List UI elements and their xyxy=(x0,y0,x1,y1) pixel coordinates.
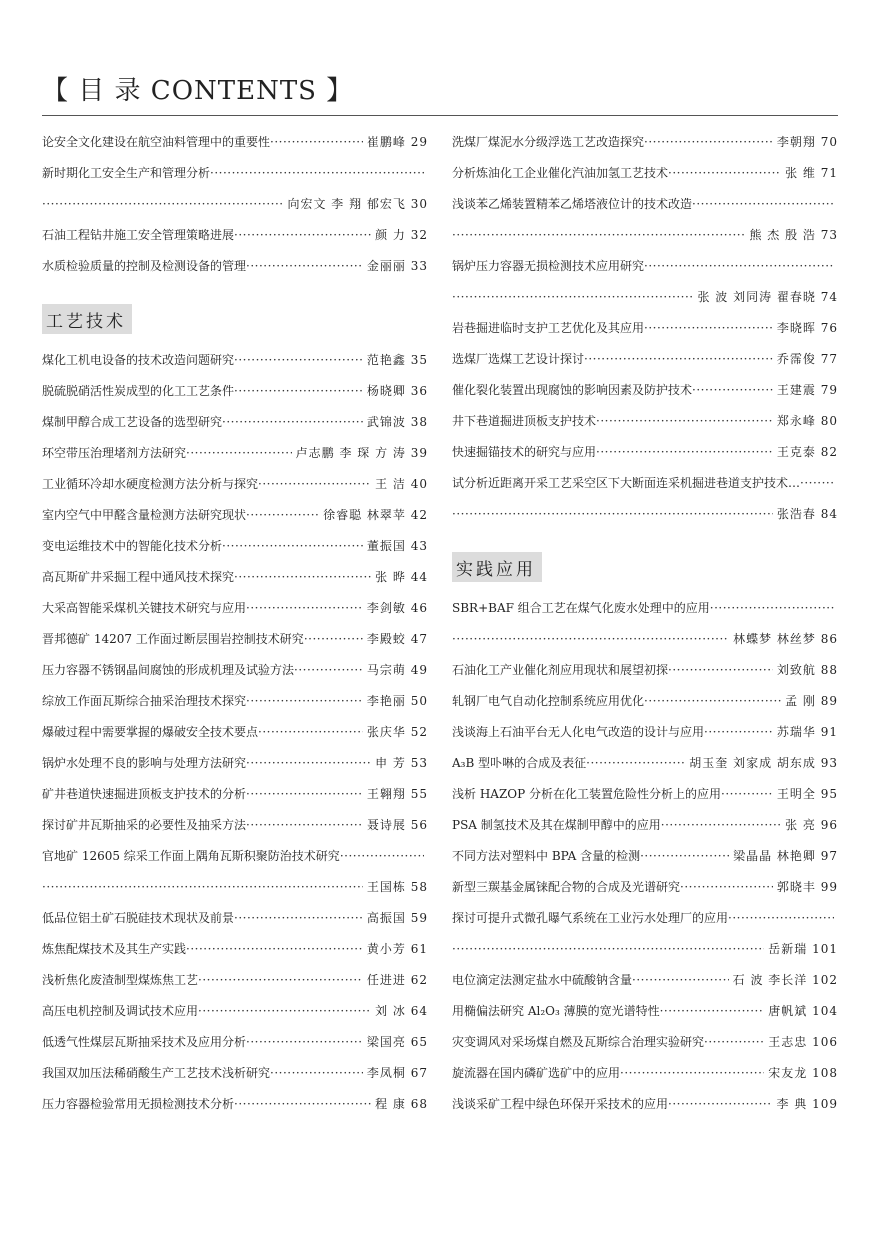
toc-entry-title: 煤化工机电设备的技术改造问题研究 xyxy=(42,353,235,367)
toc-entry-author-page: 武锦波 38 xyxy=(366,415,428,429)
toc-entry-author-page: 李殿蛟 47 xyxy=(366,632,428,646)
header-divider xyxy=(42,115,838,116)
toc-entry[interactable] xyxy=(452,810,838,841)
toc-entry-title: 大采高智能采煤机关键技术研究与应用 xyxy=(42,601,247,615)
toc-entry-title: 新时期化工安全生产和管理分析 xyxy=(42,166,211,180)
toc-entry-author-page: 卢志鹏 李 琛 方 涛 39 xyxy=(295,446,428,460)
toc-entry-title: 变电运维技术中的智能化技术分析 xyxy=(42,539,223,553)
toc-entry-author-page: 梁国亮 65 xyxy=(366,1035,428,1049)
toc-entry-author-page: 李朝翔 70 xyxy=(776,135,838,149)
toc-entry-author-page: 石 波 李长洋 102 xyxy=(732,973,838,987)
leader-dots xyxy=(234,1089,371,1120)
leader-dots xyxy=(246,251,363,282)
toc-entry-title: 分析炼油化工企业催化汽油加氢工艺技术 xyxy=(452,166,669,180)
leader-dots xyxy=(692,375,773,406)
toc-entry-author-page: 任进进 62 xyxy=(366,973,428,987)
toc-entry[interactable] xyxy=(452,717,838,748)
toc-entry-title: 石油化工产业催化剂应用现状和展望初探 xyxy=(452,663,669,677)
toc-entry[interactable] xyxy=(42,158,428,189)
leader-dots xyxy=(42,189,283,220)
toc-entry[interactable] xyxy=(42,593,428,624)
toc-entry-title: 旋流器在国内磷矿选矿中的应用 xyxy=(452,1066,621,1080)
leader-dots xyxy=(186,934,363,965)
toc-entry-title: 石油工程钻井施工安全管理策略进展 xyxy=(42,228,235,242)
leader-dots xyxy=(721,779,773,810)
leader-dots xyxy=(692,189,834,220)
toc-entry[interactable] xyxy=(42,686,428,717)
toc-entry-title: 锅炉压力容器无损检测技术应用研究 xyxy=(452,259,645,273)
leader-dots xyxy=(246,1027,363,1058)
toc-entry-title: 综放工作面瓦斯综合抽采治理技术探究 xyxy=(42,694,247,708)
toc-entry-author-page: 王建震 79 xyxy=(776,383,838,397)
toc-entry[interactable] xyxy=(42,717,428,748)
section-heading-wrap xyxy=(452,530,838,593)
toc-entry[interactable] xyxy=(42,872,428,903)
toc-entry[interactable] xyxy=(452,593,838,624)
toc-entry[interactable] xyxy=(452,934,838,965)
toc-entry-author-page: 金丽丽 33 xyxy=(366,259,428,273)
toc-entry-author-page: 黄小芳 61 xyxy=(366,942,428,956)
toc-entry[interactable] xyxy=(42,779,428,810)
toc-entry-title: 浅谈苯乙烯装置精苯乙烯塔液位计的技术改造 xyxy=(452,197,693,211)
toc-entry-author-page: 刘 冰 64 xyxy=(375,1004,428,1018)
toc-entry-author-page: 马宗萌 49 xyxy=(366,663,428,677)
leader-dots xyxy=(246,500,319,531)
leader-dots xyxy=(234,903,363,934)
toc-entry-author-page: 熊 杰 殷 浩 73 xyxy=(749,228,838,242)
toc-entry-title: 探讨可提升式微孔曝气系统在工业污水处理厂的应用 xyxy=(452,911,729,925)
toc-entry-author-page: 王 洁 40 xyxy=(375,477,428,491)
toc-entry[interactable] xyxy=(42,810,428,841)
toc-entry-title: 浅析 HAZOP 分析在化工装置危险性分析上的应用 xyxy=(452,787,722,801)
toc-entry[interactable] xyxy=(452,499,838,530)
toc-entry[interactable] xyxy=(42,1027,428,1058)
toc-entry-title: 浅谈海上石油平台无人化电气改造的设计与应用 xyxy=(452,725,705,739)
right-column xyxy=(452,127,838,1120)
leader-dots xyxy=(258,717,363,748)
toc-entry-title: A₃B 型卟啉的合成及表征 xyxy=(452,756,587,770)
toc-entry[interactable] xyxy=(42,655,428,686)
toc-entry-author-page: 李剑敏 46 xyxy=(366,601,428,615)
leader-dots xyxy=(258,469,371,500)
toc-entry-title: 井下巷道掘进顶板支护技术 xyxy=(452,414,597,428)
toc-entry[interactable] xyxy=(452,996,838,1027)
toc-entry-author-page: 胡玉奎 刘家成 胡东成 93 xyxy=(689,756,838,770)
leader-dots xyxy=(668,1089,772,1120)
leader-dots xyxy=(246,593,363,624)
toc-entry-author-page: 李艳丽 50 xyxy=(366,694,428,708)
toc-entry[interactable] xyxy=(42,251,428,282)
toc-entry-title: SBR+BAF 组合工艺在煤气化废水处理中的应用 xyxy=(452,601,710,615)
toc-entry[interactable] xyxy=(42,624,428,655)
leader-dots xyxy=(596,437,773,468)
toc-entry-title: 不同方法对塑料中 BPA 含量的检测 xyxy=(452,849,641,863)
leader-dots xyxy=(584,344,773,375)
toc-entry[interactable] xyxy=(452,313,838,344)
toc-entry-title: 水质检验质量的控制及检测设备的管理 xyxy=(42,259,247,273)
toc-entry-title: 脱硫脱硝活性炭成型的化工工艺条件 xyxy=(42,384,235,398)
toc-entry-title: 环空带压治理堵剂方法研究 xyxy=(42,446,187,460)
toc-entry-author-page: 聂诗展 56 xyxy=(366,818,428,832)
toc-entry[interactable] xyxy=(452,158,838,189)
toc-entry[interactable] xyxy=(42,1089,428,1120)
toc-entry[interactable] xyxy=(42,965,428,996)
toc-entry[interactable] xyxy=(452,406,838,437)
toc-entry[interactable] xyxy=(42,220,428,251)
toc-entry-title: PSA 制氢技术及其在煤制甲醇中的应用 xyxy=(452,818,661,832)
toc-entry[interactable] xyxy=(452,1089,838,1120)
toc-entry-title: 用椭偏法研究 Al₂O₃ 薄膜的宽光谱特性 xyxy=(452,1004,660,1018)
toc-entry[interactable] xyxy=(42,345,428,376)
leader-dots xyxy=(42,872,363,903)
toc-entry-author-page: 崔鹏峰 29 xyxy=(366,135,428,149)
leader-dots xyxy=(704,1027,764,1058)
leader-dots xyxy=(644,686,781,717)
toc-entry-title: 新型三羰基金属铼配合物的合成及光谱研究 xyxy=(452,880,681,894)
toc-entry[interactable] xyxy=(42,748,428,779)
toc-entry-author-page: 王翱翔 55 xyxy=(366,787,428,801)
toc-entry-title: 官地矿 12605 综采工作面上隅角瓦斯积聚防治技术研究 xyxy=(42,849,340,863)
toc-entry-author-page: 张浩春 84 xyxy=(776,507,838,521)
toc-entry[interactable] xyxy=(42,407,428,438)
leader-dots xyxy=(680,872,773,903)
toc-entry[interactable] xyxy=(452,344,838,375)
leader-dots xyxy=(660,996,765,1027)
toc-entry-author-page: 林蝶梦 林丝梦 86 xyxy=(733,632,838,646)
toc-entry-author-page: 乔霈俊 77 xyxy=(776,352,838,366)
leader-dots xyxy=(668,158,781,189)
toc-entry-author-page: 刘致航 88 xyxy=(776,663,838,677)
leader-dots xyxy=(198,996,371,1027)
toc-entry-author-page: 高振国 59 xyxy=(366,911,428,925)
toc-entry-author-page: 王明全 95 xyxy=(776,787,838,801)
leader-dots xyxy=(800,468,834,499)
leader-dots xyxy=(640,841,729,872)
leader-dots xyxy=(452,624,729,655)
toc-entry-title: 晋邦德矿 14207 工作面过断层围岩控制技术研究 xyxy=(42,632,304,646)
toc-entry-author-page: 孟 刚 89 xyxy=(785,694,838,708)
leader-dots xyxy=(661,810,781,841)
toc-entry-author-page: 程 康 68 xyxy=(375,1097,428,1111)
toc-entry[interactable] xyxy=(42,500,428,531)
toc-entry-title: 我国双加压法稀硝酸生产工艺技术浅析研究 xyxy=(42,1066,271,1080)
toc-entry[interactable] xyxy=(452,220,838,251)
leader-dots xyxy=(186,438,292,469)
toc-entry[interactable] xyxy=(42,841,428,872)
toc-entry-author-page: 李凤桐 67 xyxy=(366,1066,428,1080)
leader-dots xyxy=(452,220,745,251)
leader-dots xyxy=(210,158,424,189)
toc-entry-author-page: 宋友龙 108 xyxy=(768,1066,838,1080)
toc-entry[interactable] xyxy=(42,469,428,500)
toc-entry-title: 试分析近距离开采工艺采空区下大断面连采机掘进巷道支护技术… xyxy=(452,476,801,490)
toc-entry[interactable] xyxy=(452,841,838,872)
toc-entry-author-page: 杨晓卿 36 xyxy=(366,384,428,398)
toc-entry[interactable] xyxy=(452,375,838,406)
toc-entry-title: 压力容器不锈钢晶间腐蚀的形成机理及试验方法 xyxy=(42,663,295,677)
leader-dots xyxy=(234,220,371,251)
leader-dots xyxy=(452,282,693,313)
toc-entry-title: 室内空气中甲醛含量检测方法研究现状 xyxy=(42,508,247,522)
toc-entry[interactable] xyxy=(42,903,428,934)
leader-dots xyxy=(644,251,834,282)
toc-entry-author-page: 梁晶晶 林艳卿 97 xyxy=(733,849,838,863)
toc-entry[interactable] xyxy=(452,437,838,468)
leader-dots xyxy=(710,593,834,624)
toc-entry[interactable] xyxy=(452,903,838,934)
toc-entry[interactable] xyxy=(42,1058,428,1089)
toc-entry-author-page: 张 亮 96 xyxy=(785,818,838,832)
leader-dots xyxy=(304,624,363,655)
leader-dots xyxy=(246,686,363,717)
toc-entry-title: 灾变调风对采场煤自燃及瓦斯综合治理实验研究 xyxy=(452,1035,705,1049)
toc-entry-title: 岩巷掘进临时支护工艺优化及其应用 xyxy=(452,321,645,335)
section-heading-wrap xyxy=(42,282,428,345)
toc-entry-author-page: 张 维 71 xyxy=(785,166,838,180)
leader-dots xyxy=(198,965,363,996)
toc-entry-title: 压力容器检验常用无损检测技术分析 xyxy=(42,1097,235,1111)
toc-entry[interactable] xyxy=(452,189,838,220)
toc-entry-title: 高瓦斯矿井采掘工程中通风技术探究 xyxy=(42,570,235,584)
toc-entry[interactable] xyxy=(452,468,838,499)
toc-entry-author-page: 郭晓丰 99 xyxy=(776,880,838,894)
toc-entry[interactable] xyxy=(42,376,428,407)
leader-dots xyxy=(632,965,729,996)
toc-entry[interactable] xyxy=(452,686,838,717)
toc-entry-title: 浅析焦化废渣制型煤炼焦工艺 xyxy=(42,973,199,987)
leader-dots xyxy=(246,779,363,810)
toc-entry[interactable] xyxy=(452,624,838,655)
leader-dots xyxy=(294,655,363,686)
toc-entry[interactable] xyxy=(42,934,428,965)
page-title: 【 目 录 CONTENTS 】 xyxy=(42,76,354,106)
toc-entry-author-page: 李 典 109 xyxy=(776,1097,838,1111)
toc-entry-title: 选煤厂选煤工艺设计探讨 xyxy=(452,352,585,366)
toc-entry-author-page: 岳新瑞 101 xyxy=(768,942,838,956)
section-heading: 工艺技术 xyxy=(42,304,132,334)
toc-entry-title: 矿井巷道快速掘进顶板支护技术的分析 xyxy=(42,787,247,801)
toc-entry-author-page: 王志忠 106 xyxy=(768,1035,838,1049)
toc-entry-title: 煤制甲醇合成工艺设备的选型研究 xyxy=(42,415,223,429)
toc-entry[interactable] xyxy=(452,872,838,903)
toc-entry-title: 高压电机控制及调试技术应用 xyxy=(42,1004,199,1018)
toc-entry[interactable] xyxy=(42,189,428,220)
leader-dots xyxy=(668,655,773,686)
toc-entry[interactable] xyxy=(42,438,428,469)
leader-dots xyxy=(222,407,363,438)
leader-dots xyxy=(222,531,363,562)
leader-dots xyxy=(234,376,363,407)
toc-entry-title: 爆破过程中需要掌握的爆破安全技术要点 xyxy=(42,725,259,739)
leader-dots xyxy=(340,841,424,872)
toc-entry-author-page: 王克泰 82 xyxy=(776,445,838,459)
toc-entry-title: 锅炉水处理不良的影响与处理方法研究 xyxy=(42,756,247,770)
leader-dots xyxy=(246,748,371,779)
toc-entry[interactable] xyxy=(452,779,838,810)
toc-entry-author-page: 张 晔 44 xyxy=(375,570,428,584)
toc-entry-author-page: 颜 力 32 xyxy=(375,228,428,242)
toc-entry-title: 浅谈采矿工程中绿色环保开采技术的应用 xyxy=(452,1097,669,1111)
toc-entry[interactable] xyxy=(452,1027,838,1058)
toc-entry-author-page: 苏瑞华 91 xyxy=(776,725,838,739)
leader-dots xyxy=(596,406,773,437)
toc-entry-title: 轧钢厂电气自动化控制系统应用优化 xyxy=(452,694,645,708)
left-column xyxy=(42,127,428,1120)
toc-entry[interactable] xyxy=(42,127,428,158)
toc-entry-title: 快速掘锚技术的研究与应用 xyxy=(452,445,597,459)
leader-dots xyxy=(452,499,773,530)
toc-entry-author-page: 申 芳 53 xyxy=(375,756,428,770)
leader-dots xyxy=(452,934,764,965)
leader-dots xyxy=(586,748,685,779)
toc-entry-title: 论安全文化建设在航空油料管理中的重要性 xyxy=(42,135,271,149)
toc-entry-title: 探讨矿井瓦斯抽采的必要性及抽采方法 xyxy=(42,818,247,832)
toc-entry[interactable] xyxy=(452,748,838,779)
leader-dots xyxy=(728,903,834,934)
toc-entry-author-page: 郑永峰 80 xyxy=(776,414,838,428)
toc-entry-title: 洗煤厂煤泥水分级浮选工艺改造探究 xyxy=(452,135,645,149)
toc-entry[interactable] xyxy=(452,965,838,996)
leader-dots xyxy=(620,1058,764,1089)
toc-entry-author-page: 唐帆斌 104 xyxy=(768,1004,838,1018)
toc-entry-author-page: 范艳鑫 35 xyxy=(366,353,428,367)
leader-dots xyxy=(234,345,363,376)
toc-entry-author-page: 徐睿聪 林翠苹 42 xyxy=(323,508,428,522)
toc-entry-author-page: 张庆华 52 xyxy=(366,725,428,739)
leader-dots xyxy=(234,562,371,593)
toc-entry[interactable] xyxy=(42,996,428,1027)
toc-entry-author-page: 张 波 刘同涛 翟春晓 74 xyxy=(697,290,838,304)
toc-entry-author-page: 董振国 43 xyxy=(366,539,428,553)
toc-entry[interactable] xyxy=(42,562,428,593)
leader-dots xyxy=(644,127,773,158)
toc-entry-author-page: 王国栋 58 xyxy=(366,880,428,894)
toc-entry-title: 催化裂化装置出现腐蚀的影响因素及防护技术 xyxy=(452,383,693,397)
leader-dots xyxy=(704,717,773,748)
toc-entry-title: 低品位铝土矿石脱硅技术现状及前景 xyxy=(42,911,235,925)
leader-dots xyxy=(644,313,773,344)
toc-entry[interactable] xyxy=(452,1058,838,1089)
toc-entry-title: 工业循环冷却水硬度检测方法分析与探究 xyxy=(42,477,259,491)
toc-entry-title: 低透气性煤层瓦斯抽采技术及应用分析 xyxy=(42,1035,247,1049)
toc-entry-title: 电位滴定法测定盐水中硫酸钠含量 xyxy=(452,973,633,987)
leader-dots xyxy=(246,810,363,841)
toc-entry-title: 炼焦配煤技术及其生产实践 xyxy=(42,942,187,956)
leader-dots xyxy=(270,1058,363,1089)
toc-entry-author-page: 向宏文 李 翔 郁宏飞 30 xyxy=(287,197,428,211)
toc-entry[interactable] xyxy=(452,282,838,313)
toc-entry[interactable] xyxy=(452,655,838,686)
toc-entry[interactable] xyxy=(452,127,838,158)
section-heading: 实践应用 xyxy=(452,552,542,582)
toc-entry[interactable] xyxy=(42,531,428,562)
toc-entry-author-page: 李晓晖 76 xyxy=(776,321,838,335)
leader-dots xyxy=(270,127,363,158)
toc-entry[interactable] xyxy=(452,251,838,282)
